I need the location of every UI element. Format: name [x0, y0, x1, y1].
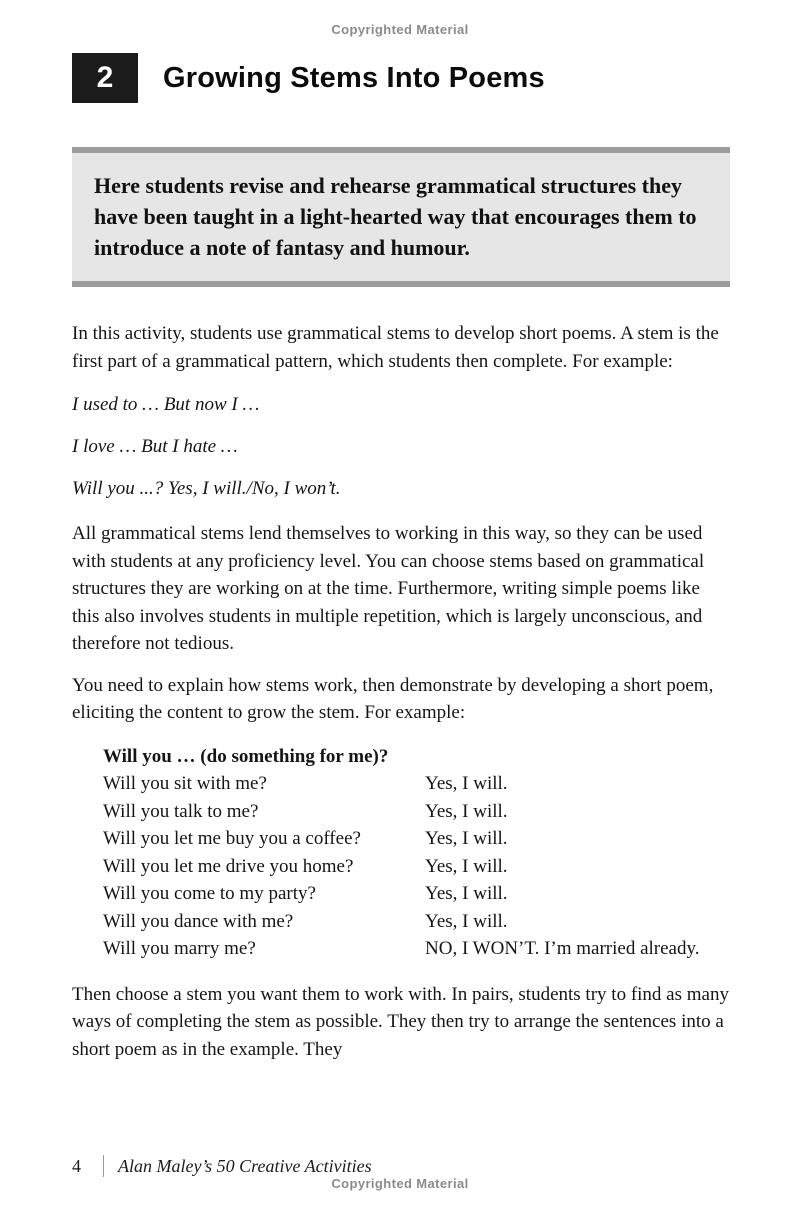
chapter-number-box: 2	[72, 53, 138, 103]
footer-book-title: Alan Maley’s 50 Creative Activities	[118, 1155, 372, 1176]
poem-question: Will you dance with me?	[103, 910, 294, 932]
poem-question: Will you marry me?	[103, 938, 256, 959]
poem-answer: NO, I WON’T. I’m married already.	[425, 938, 700, 959]
poem-line	[103, 825, 732, 853]
footer-divider	[103, 1155, 104, 1177]
poem-question: Will you let me drive you home?	[103, 855, 354, 877]
poem-answer: Yes, I will.	[425, 910, 508, 932]
poem-answer: Yes, I will.	[425, 800, 508, 822]
poem-line	[103, 880, 732, 908]
stem-example: Will you ...? Yes, I will./No, I won’t.	[72, 478, 341, 499]
page-title: Growing Stems Into Poems	[163, 61, 545, 94]
poem-heading: Will you … (do something for me)?	[103, 745, 389, 767]
poem-question: Will you let me buy you a coffee?	[103, 828, 361, 849]
poem-line	[103, 935, 732, 963]
poem-question: Will you sit with me?	[103, 773, 267, 794]
intro-summary-box: Here students revise and rehearse grammatical structures they have been taught in a light-hearted way that encourages them to introduce a note of fantasy and humour.	[72, 147, 730, 287]
example-poem	[103, 743, 732, 963]
body-content	[72, 320, 732, 1063]
page-footer	[72, 1155, 372, 1177]
stem-example: I love … But I hate …	[72, 436, 238, 457]
poem-answer: Yes, I will.	[425, 773, 508, 794]
poem-line	[103, 853, 732, 881]
poem-question: Will you come to my party?	[103, 883, 316, 904]
poem-answer: Yes, I will.	[425, 855, 508, 877]
poem-question: Will you talk to me?	[103, 800, 259, 822]
poem-line	[103, 770, 732, 798]
stem-example: I used to … But now I …	[72, 394, 260, 415]
poem-answer: Yes, I will.	[425, 828, 508, 849]
footer-page-number: 4	[72, 1155, 81, 1176]
copyright-notice-top: Copyrighted Material	[331, 22, 469, 37]
paragraph-followup: Then choose a stem you want them to work with. In pairs, students try to find as many ways of completing the stem as possible. They then try to arrange the sentences into a short poem as in the example. They	[72, 983, 729, 1060]
poem-line	[103, 798, 732, 826]
chapter-header	[72, 53, 730, 103]
copyright-notice-bottom: Copyrighted Material	[331, 1176, 469, 1191]
paragraph-usage: All grammatical stems lend themselves to working in this way, so they can be used with students at any proficiency level. You can choose stems based on grammatical structures they are working on at the time. Furthermore, writing simple poems like this also involves students in multiple repetition, which is largely unconscious, and therefore not tedious.	[72, 523, 705, 654]
stem-examples	[72, 391, 732, 502]
poem-answer: Yes, I will.	[425, 883, 508, 904]
paragraph-intro: In this activity, students use grammatical stems to develop short poems. A stem is the first part of a grammatical pattern, which students then complete. For example:	[72, 323, 719, 372]
poem-line	[103, 908, 732, 936]
paragraph-explain: You need to explain how stems work, then demonstrate by developing a short poem, eliciting the content to grow the stem. For example:	[72, 674, 714, 723]
